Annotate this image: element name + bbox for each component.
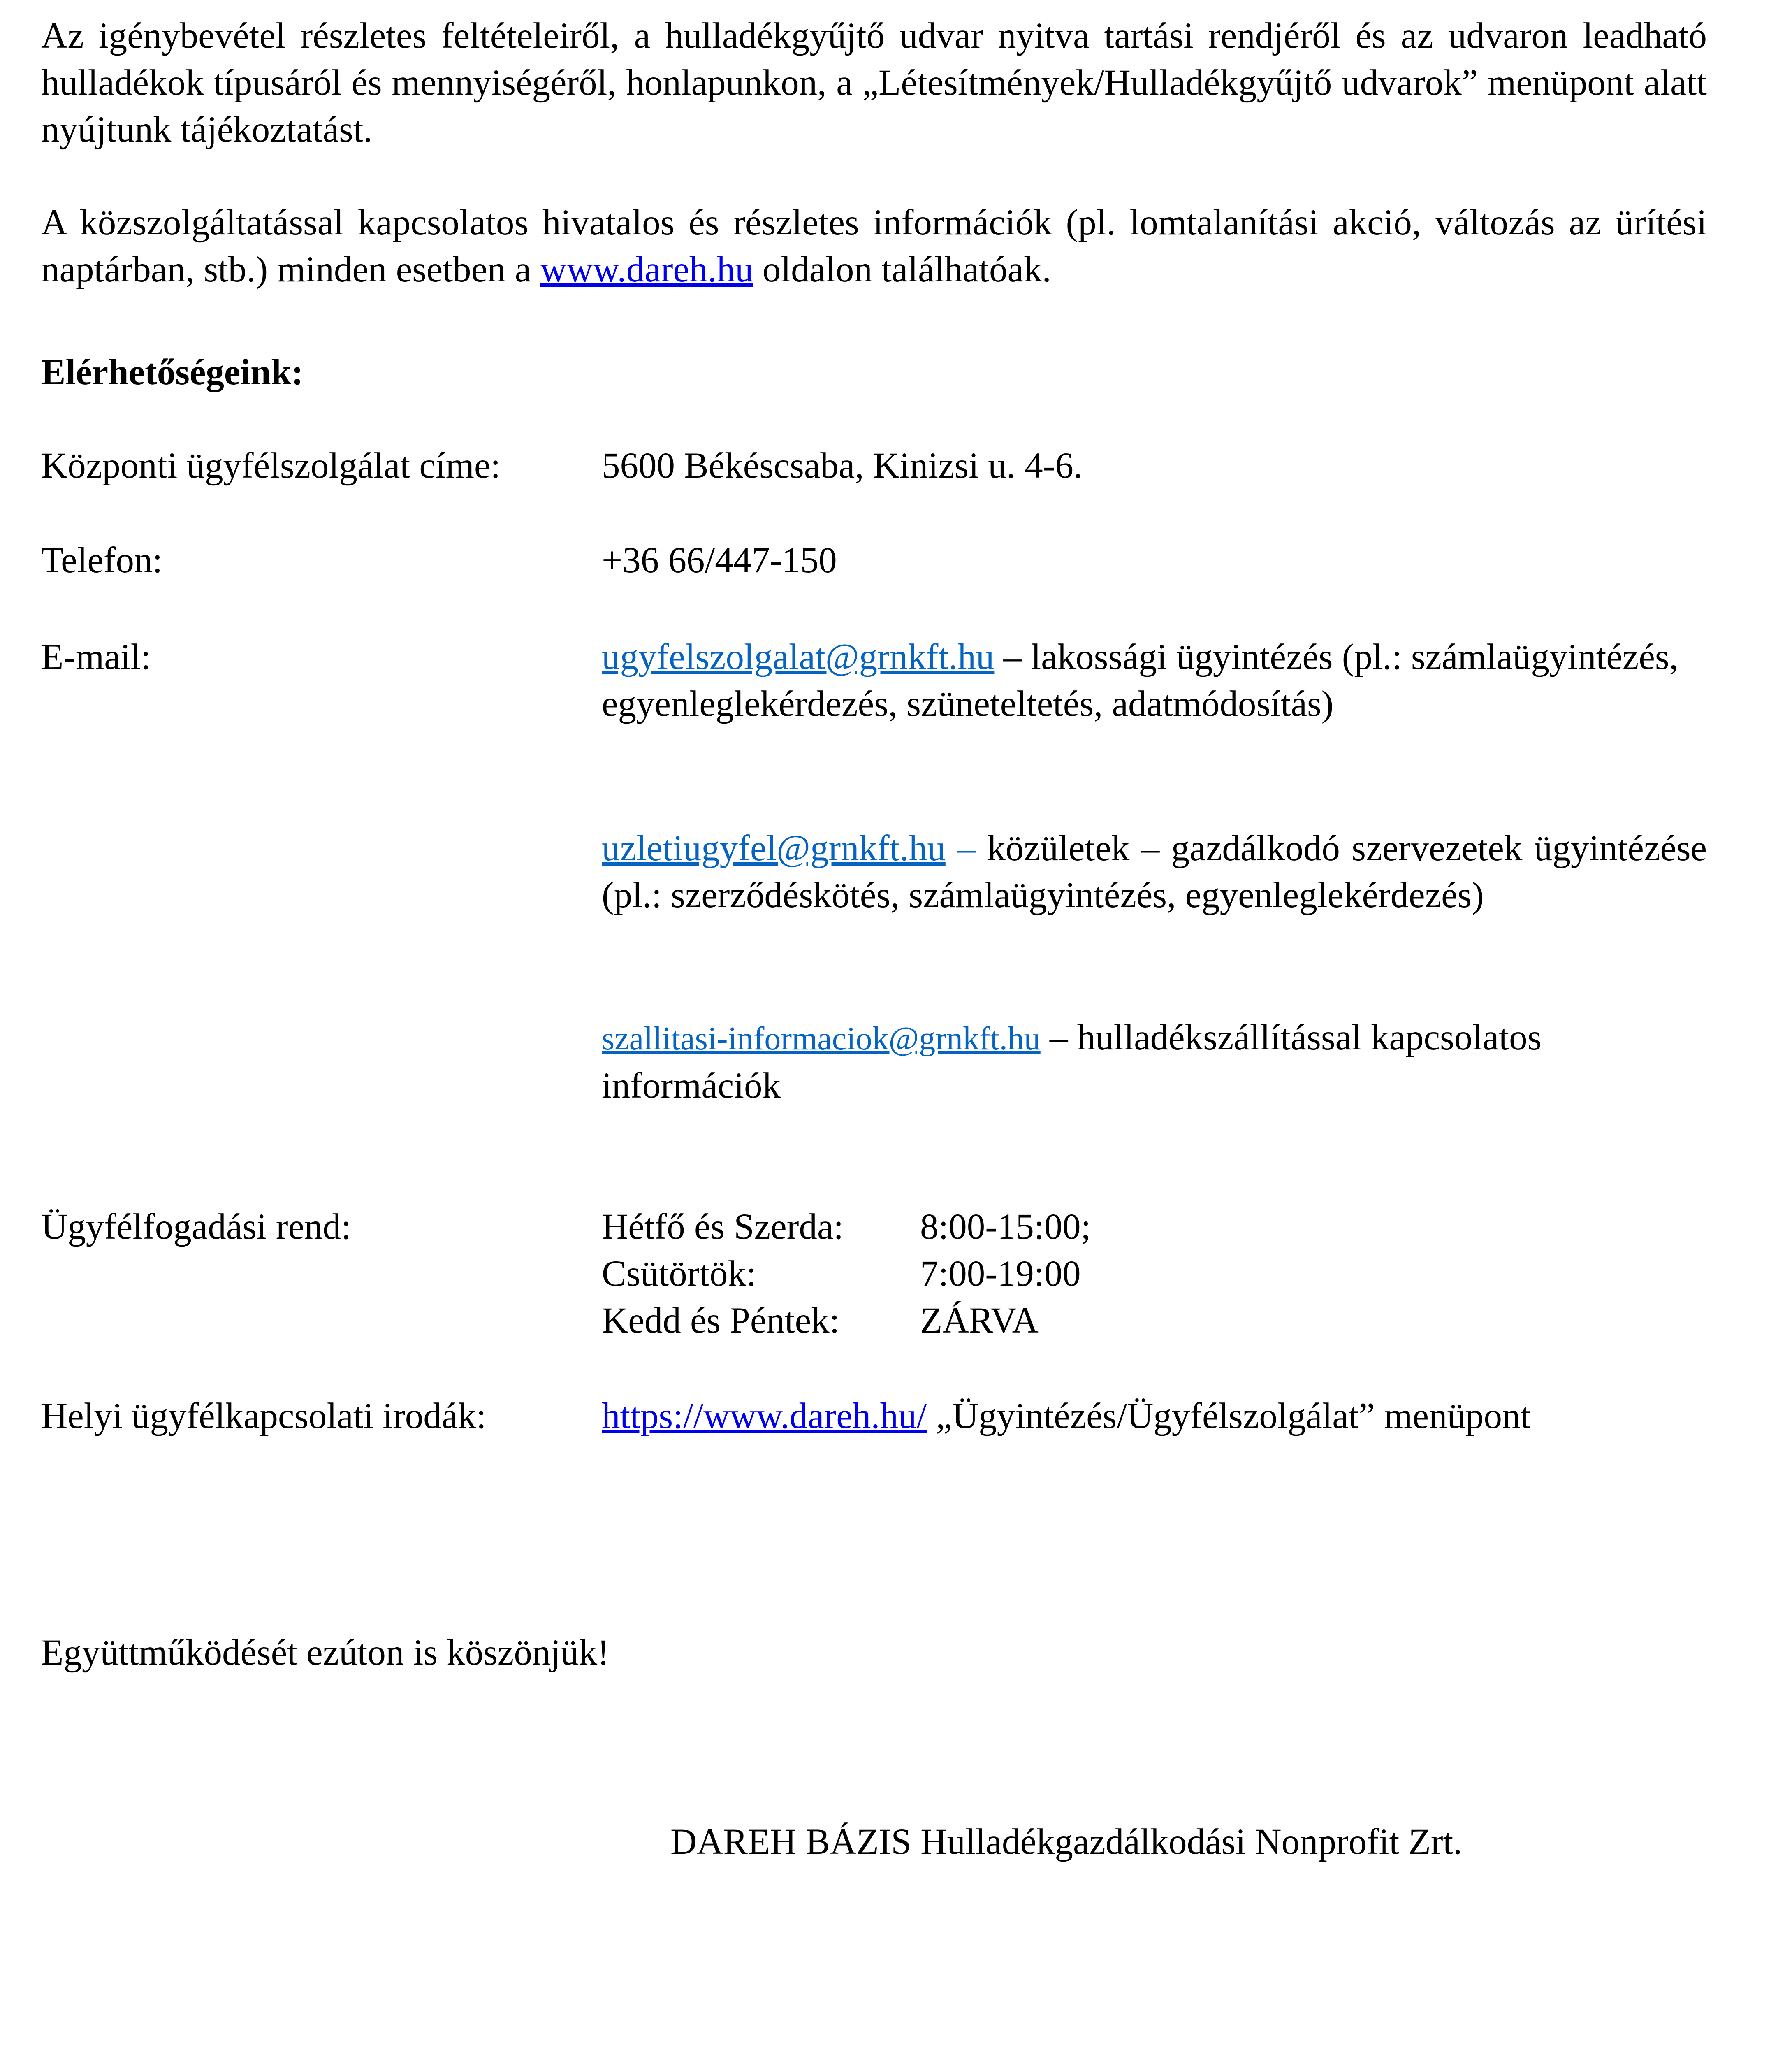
local-offices-label: Helyi ügyfélkapcsolati irodák: [41, 1396, 487, 1436]
hours-day-thu: Csütörtök: [602, 1254, 756, 1294]
email-link-transport[interactable]: szallitasi-informaciok@grnkft.hu [602, 1021, 1041, 1057]
intro-paragraph-text: Az igénybevétel részletes feltételeiről, a hulladékgyűjtő udvar nyitva tartási rendjéről és az udvaron leadható hulladékok típusáról és mennyiségéről, honlapunkon, a „Létesítmények/Hulladékgyűjtő udvarok” menüpont alatt nyújtunk tájékoztatást. [41, 16, 1707, 150]
hours-day-mon-wed: Hétfő és Szerda: [602, 1207, 844, 1247]
office-address: 5600 Békéscsaba, Kinizsi u. 4-6. [602, 446, 1083, 486]
email-description-business: közületek – gazdálkodó szervezetek ügyintézése (pl.: szerződéskötés, számlaügyintézés, egyenleglekérdezés) [602, 828, 1707, 915]
company-signature: DAREH BÁZIS Hulladékgazdálkodási Nonprofit Zrt. [670, 1822, 1463, 1862]
local-offices-menu-text: „Ügyintézés/Ügyfélszolgálat” menüpont [927, 1396, 1531, 1436]
email-description-transport: – hulladékszállítással kapcsolatos információk [602, 1017, 1542, 1106]
email-entry-business [602, 825, 1707, 919]
office-label: Központi ügyfélszolgálat címe: [41, 446, 501, 486]
contacts-heading: Elérhetőségeink: [41, 352, 304, 392]
phone-label: Telefon: [41, 540, 163, 580]
info-paragraph [41, 199, 1707, 293]
email-entry-transport [602, 1014, 1707, 1109]
opening-hours-label: Ügyfélfogadási rend: [41, 1207, 351, 1247]
email-entry-residential [602, 634, 1707, 727]
info-paragraph-after: oldalon találhatóak. [753, 249, 1051, 290]
phone-number: +36 66/447-150 [602, 540, 837, 580]
email-link-business[interactable]: uzletiugyfel@grnkft.hu [602, 828, 946, 868]
thanks-text: Együttműködését ezúton is köszönjük! [41, 1632, 610, 1673]
intro-paragraph [41, 12, 1707, 153]
hours-time-tue-fri: ZÁRVA [920, 1300, 1039, 1341]
email-description-residential: – lakossági ügyintézés (pl.: számlaügyintézés, egyenleglekérdezés, szüneteltetés, adatmódosítás) [602, 637, 1678, 724]
email-label: E-mail: [41, 637, 151, 677]
dareh-website-link[interactable]: www.dareh.hu [540, 249, 753, 290]
dareh-https-link[interactable]: https://www.dareh.hu/ [602, 1396, 927, 1436]
local-offices-value [602, 1393, 1707, 1439]
hours-time-mon-wed: 8:00-15:00; [920, 1207, 1091, 1247]
info-paragraph-before: A közszolgáltatással kapcsolatos hivatalos és részletes információk (pl. lomtalanítási akció, változás az ürítési naptárban, stb.) minden esetben a [41, 202, 1707, 290]
hours-time-thu: 7:00-19:00 [920, 1254, 1081, 1294]
email-dash-business: – [945, 828, 988, 868]
hours-day-tue-fri: Kedd és Péntek: [602, 1300, 840, 1341]
email-link-residential[interactable]: ugyfelszolgalat@grnkft.hu [602, 637, 995, 677]
